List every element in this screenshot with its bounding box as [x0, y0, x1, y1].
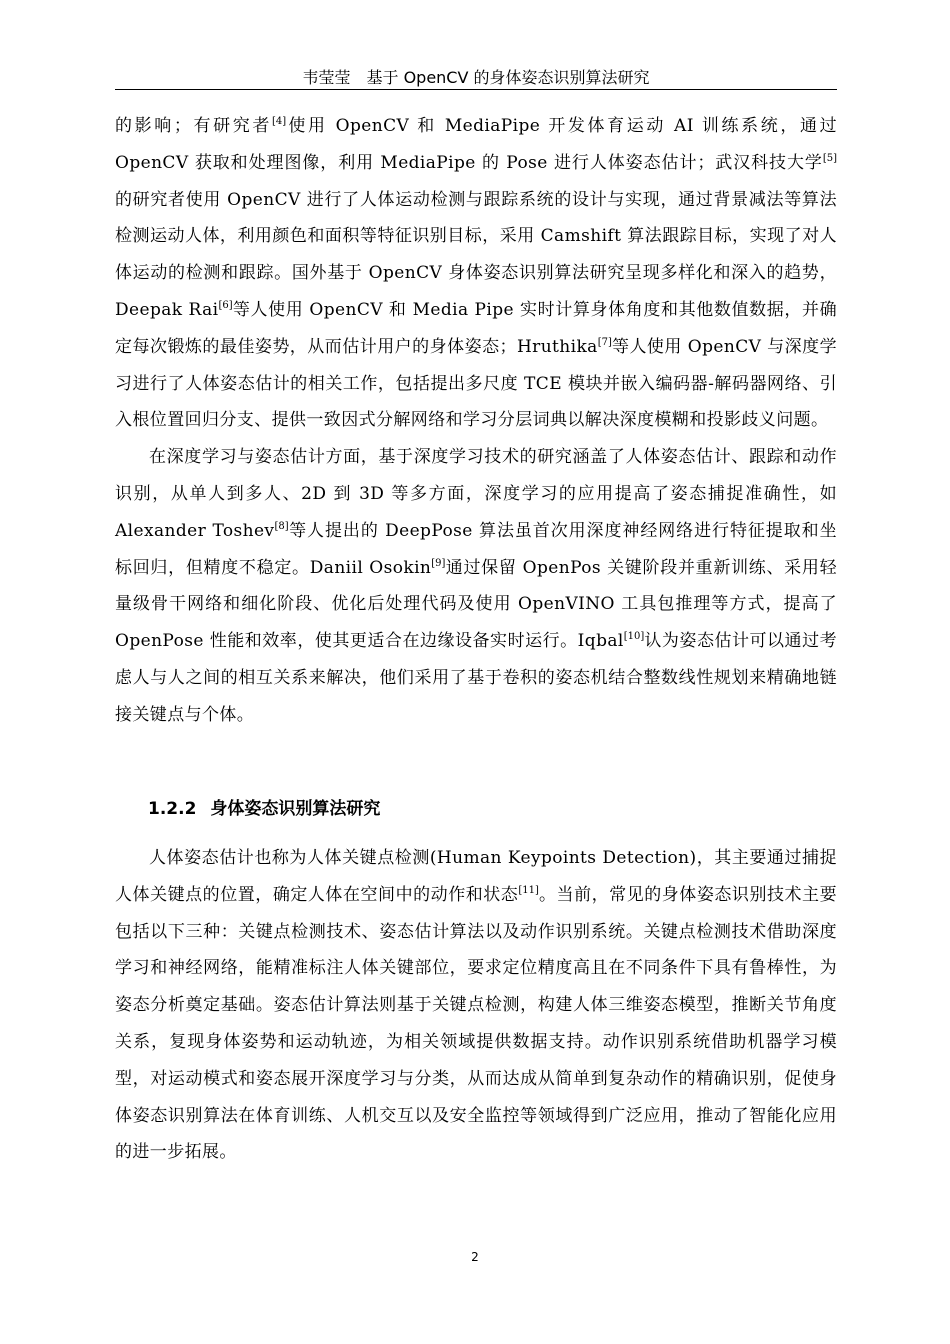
citation-ref: [4] [272, 116, 287, 127]
citation-ref: [9] [431, 557, 446, 569]
body-block-2 [115, 840, 837, 1171]
text-span: 。当前，常见的身体姿态识别技术主要包括以下三种：关键点检测技术、姿态估计算法以及动作识别系统。关键点检测技术借助深度学习和神经网络，能精准标注人体关键部位，要求定位精度高且在不同条件下具有鲁棒性，为姿态分析奠定基础。姿态估计算法则基于关键点检测，构建人体三维姿态模型，推断关节角度关系，复现身体姿势和运动轨迹，为相关领域提供数据支持。动作识别系统借助机器学习模型，对运动模式和姿态展开深度学习与分类，从而达成从简单到复杂动作的精确识别，促使身体姿态识别算法在体育训练、人机交互以及安全监控等领域得到广泛应用，推动了智能化应用的进一步拓展。 [115, 884, 837, 1163]
page-number: 2 [471, 1250, 479, 1264]
paragraph-deep-learning [115, 439, 837, 733]
paragraph-related-work-opencv [115, 108, 837, 439]
paragraph-pose-recognition [115, 840, 837, 1171]
citation-ref: [8] [274, 520, 289, 532]
text-span: 认为姿态估计可以通过考虑人与人之间的相互关系来解决，他们采用了基于卷积的姿态机结合整数线性规划来精确地链接关键点与个体。 [115, 631, 837, 725]
citation-ref: [6] [218, 299, 233, 311]
text-span: 人体姿态估计也称为人体关键点检测(Human Keypoints Detection)，其主要通过捕捉人体关键点的位置，确定人体在空间中的动作和状态 [115, 848, 837, 905]
section-number: 1.2.2 [148, 799, 197, 819]
text-span: 等人提出的 DeepPose 算法虽首次用深度神经网络进行特征提取和坐标回归，但精度不稳定。Daniil Osokin [115, 520, 837, 578]
text-span: 的影响；有研究者 [115, 116, 272, 136]
running-header: 韦莹莹 基于 OpenCV 的身体姿态识别算法研究 [302, 68, 650, 87]
text-span: 在深度学习与姿态估计方面，基于深度学习技术的研究涵盖了人体姿态估计、跟踪和动作识别，从单人到多人、2D 到 3D 等多方面，深度学习的应用提高了姿态捕捉准确性，如 Alexander Toshev [115, 447, 837, 541]
section-heading [148, 797, 380, 821]
text-span: 的研究者使用 OpenCV 进行了人体运动检测与跟踪系统的设计与实现，通过背景减法等算法检测运动人体，利用颜色和面积等特征识别目标，采用 Camshift 算法跟踪目标，实现了对人体运动的检测和跟踪。国外基于 OpenCV 身体姿态识别算法研究呈现多样化和深入的趋势，Deepak Rai [115, 189, 837, 320]
text-span: 等人使用 OpenCV 和 Media Pipe 实时计算身体角度和其他数值数据，并确定每次锻炼的最佳姿势，从而估计用户的身体姿态；Hruthika [115, 299, 837, 357]
citation-ref: [5] [822, 152, 837, 164]
body-block-1 [115, 108, 837, 734]
header-rule [115, 89, 837, 90]
text-span: 等人使用 OpenCV 与深度学习进行了人体姿态估计的相关工作，包括提出多尺度 TCE 模块并嵌入编码器-解码器网络、引入根位置回归分支、提供一致因式分解网络和学习分层词典以解决深度模糊和投影歧义问题。 [115, 336, 838, 431]
text-span: 通过保留 OpenPos 关键阶段并重新训练、采用轻量级骨干网络和细化阶段、优化后处理代码及使用 OpenVINO 工具包推理等方式，提高了 OpenPose 性能和效率，使其更适合在边缘设备实时运行。Iqbal [115, 557, 837, 652]
citation-ref: [11] [518, 884, 539, 896]
citation-ref: [10] [623, 631, 645, 643]
citation-ref: [7] [597, 336, 612, 348]
text-span: 使用 OpenCV 和 MediaPipe 开发体育运动 AI 训练系统，通过 OpenCV 获取和处理图像，利用 MediaPipe 的 Pose 进行人体姿态估计；武汉科技大学 [115, 116, 837, 173]
section-title: 身体姿态识别算法研究 [210, 799, 381, 819]
